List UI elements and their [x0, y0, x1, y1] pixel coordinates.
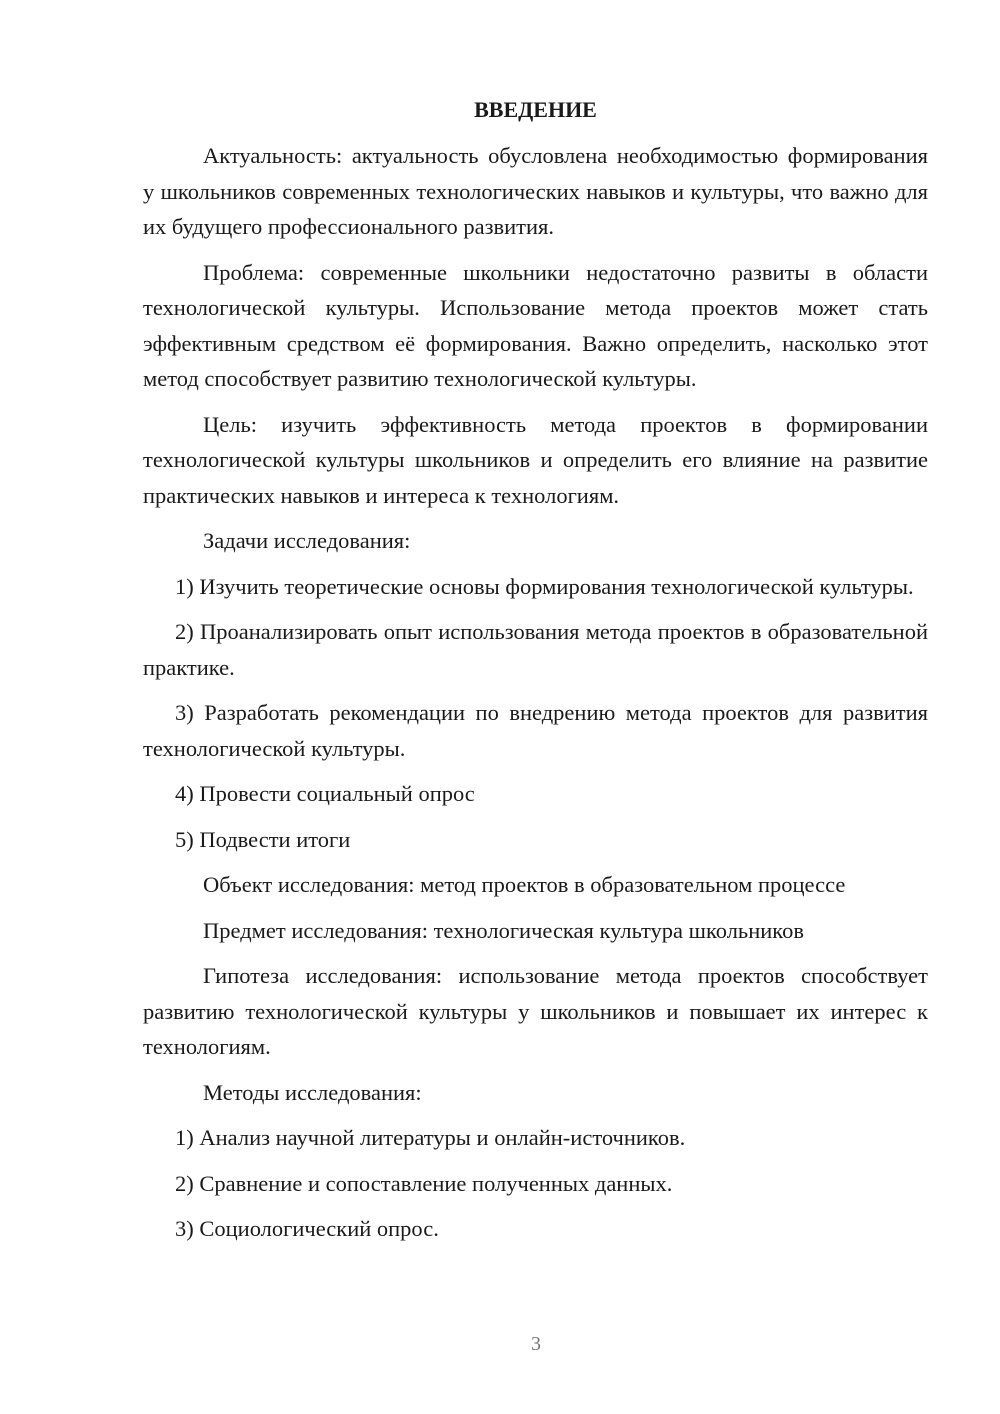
- page-content: [143, 92, 928, 1257]
- task-item-5: 5) Подвести итоги: [175, 826, 351, 852]
- method-item-3: 3) Социологический опрос.: [175, 1216, 439, 1241]
- research-object: Объект исследования: метод проектов в образовательном процессе: [203, 872, 846, 897]
- task-item-4: 4) Провести социальный опрос: [175, 781, 475, 806]
- method-item-2: 2) Сравнение и сопоставление полученных данных.: [175, 1170, 673, 1196]
- task-item-1: 1) Изучить теоретические основы формирования технологической культуры.: [175, 573, 914, 599]
- page-title: ВВЕДЕНИЕ: [474, 97, 597, 122]
- goal-paragraph: Цель: изучить эффективность метода проектов в формировании технологической культуры школьников и определить его влияние на развитие практических навыков и интереса к технологиям.: [143, 411, 928, 508]
- problem-paragraph: Проблема: современные школьники недостаточно развиты в области технологической культуры. Использование метода проектов может стать эффективным средством её формирования. Важно определить, насколько этот метод способствует развитию технологической культуры.: [143, 259, 928, 391]
- research-subject: Предмет исследования: технологическая культура школьников: [203, 917, 804, 943]
- page-number: 3: [531, 1333, 541, 1355]
- methods-heading: Методы исследования:: [203, 1079, 422, 1105]
- tasks-heading: Задачи исследования:: [203, 528, 411, 553]
- method-item-1: 1) Анализ научной литературы и онлайн-источников.: [175, 1125, 686, 1150]
- relevance-paragraph: Актуальность: актуальность обусловлена необходимостью формирования у школьников современных технологических навыков и культуры, что важно для их будущего профессионального развития.: [143, 143, 928, 239]
- hypothesis-paragraph: Гипотеза исследования: использование метода проектов способствует развитию технологической культуры у школьников и повышает их интерес к технологиям.: [143, 963, 928, 1059]
- task-item-2: 2) Проанализировать опыт использования метода проектов в образовательной практике.: [143, 619, 928, 680]
- task-item-3: 3) Разработать рекомендации по внедрению метода проектов для развития технологической культуры.: [143, 700, 928, 761]
